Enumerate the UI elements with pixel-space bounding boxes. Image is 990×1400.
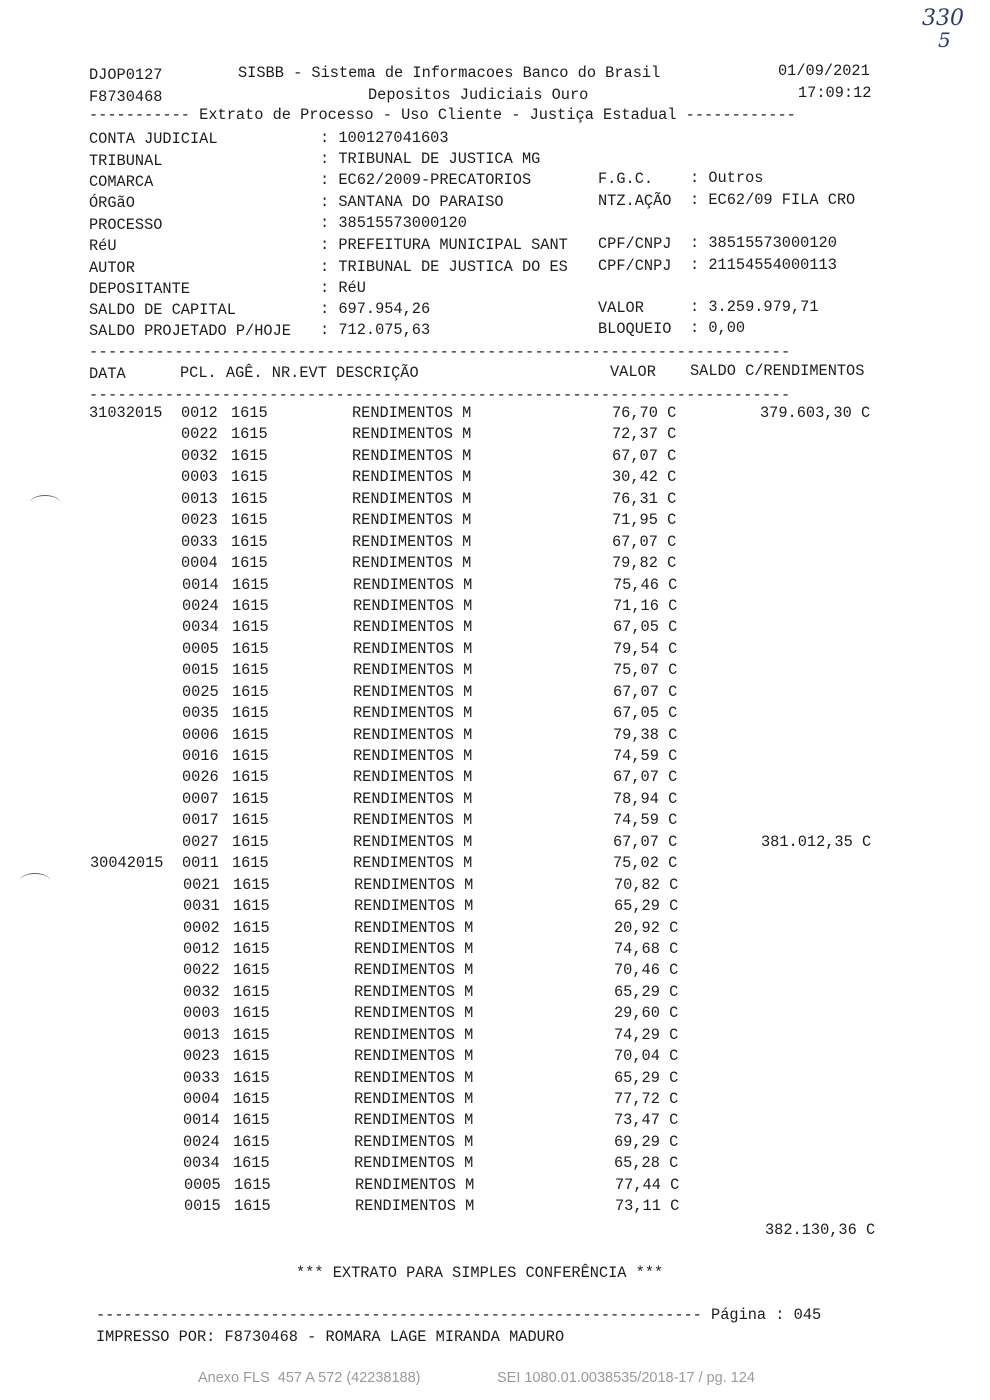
row-pcl: 0032 <box>181 446 218 465</box>
row-agencia: 1615 <box>233 961 270 980</box>
row-pcl: 0035 <box>182 704 219 723</box>
handwritten-page-number: 330 <box>922 6 964 31</box>
row-pcl: 0011 <box>182 854 219 873</box>
row-pcl: 0012 <box>183 939 220 958</box>
row-agencia: 1615 <box>232 575 269 594</box>
system-title: SISBB - Sistema de Informacoes Banco do Brasil <box>238 64 661 82</box>
row-valor: 76,70 C <box>612 404 677 422</box>
row-agencia: 1615 <box>232 725 269 744</box>
row-description: RENDIMENTOS M <box>352 489 472 508</box>
row-description: RENDIMENTOS M <box>354 982 474 1001</box>
row-description: RENDIMENTOS M <box>354 918 474 937</box>
table-row <box>0 918 990 942</box>
table-row <box>0 663 990 684</box>
row-agencia: 1615 <box>232 661 269 680</box>
row-valor: 70,46 C <box>614 961 679 980</box>
row-valor: 79,82 C <box>612 554 677 573</box>
table-row <box>0 1175 990 1199</box>
row-description: RENDIMENTOS M <box>354 1090 474 1108</box>
row-valor: 79,54 C <box>613 639 678 658</box>
row-description: RENDIMENTOS M <box>353 575 473 594</box>
row-agencia: 1615 <box>231 532 268 551</box>
row-valor: 20,92 C <box>614 918 679 937</box>
row-valor: 74,68 C <box>614 939 679 958</box>
row-pcl: 0024 <box>182 596 219 615</box>
table-row <box>0 427 990 448</box>
row-description: RENDIMENTOS M <box>353 832 473 851</box>
row-description: RENDIMENTOS M <box>353 618 473 637</box>
conference-note: *** EXTRATO PARA SIMPLES CONFERÊNCIA *** <box>296 1264 664 1282</box>
table-row <box>0 489 990 513</box>
row-pcl: 0015 <box>184 1197 221 1216</box>
value-valor: : 3.259.979,71 <box>690 298 819 316</box>
row-agencia: 1615 <box>232 811 269 830</box>
row-agencia: 1615 <box>233 982 270 1001</box>
row-pcl: 0022 <box>181 425 218 444</box>
print-date: 01/09/2021 <box>778 62 870 80</box>
row-valor: 70,04 C <box>614 1047 679 1066</box>
row-agencia: 1615 <box>231 446 268 465</box>
value-autor-cpf: : 21154554000113 <box>690 256 837 274</box>
table-row <box>0 789 990 813</box>
row-agencia: 1615 <box>233 897 270 916</box>
print-time: 17:09:12 <box>798 84 872 102</box>
header-saldo: SALDO C/RENDIMENTOS <box>690 362 865 380</box>
subsystem-title: Depositos Judiciais Ouro <box>368 86 589 104</box>
value-conta: : 100127041603 <box>320 129 449 147</box>
value-saldo-capital: : 697.954,26 <box>320 300 431 318</box>
row-agencia: 1615 <box>233 1154 270 1173</box>
table-row <box>0 1113 990 1134</box>
row-valor: 30,42 C <box>612 468 677 487</box>
row-agencia: 1615 <box>233 918 270 937</box>
row-pcl: 0022 <box>183 961 220 980</box>
row-valor: 71,16 C <box>613 596 678 615</box>
row-pcl: 0033 <box>181 532 218 551</box>
row-pcl: 0016 <box>182 747 219 765</box>
row-agencia: 1615 <box>232 832 269 851</box>
row-agencia: 1615 <box>233 1047 270 1066</box>
header-valor: VALOR <box>610 363 656 381</box>
table-row <box>0 856 990 877</box>
row-description: RENDIMENTOS M <box>353 854 473 873</box>
handwritten-mark: 5 <box>938 28 951 52</box>
table-row <box>0 1006 990 1027</box>
label-autor: AUTOR <box>89 259 135 277</box>
row-pcl: 0025 <box>182 682 219 701</box>
label-bloqueio: BLOQUEIO <box>598 320 672 338</box>
row-agencia: 1615 <box>233 1068 270 1087</box>
label-tribunal: TRIBUNAL <box>89 152 163 170</box>
row-description: RENDIMENTOS M <box>353 747 473 765</box>
table-row <box>0 596 990 620</box>
row-pcl: 0031 <box>183 897 220 916</box>
row-pcl: 0005 <box>182 639 219 658</box>
row-agencia: 1615 <box>234 1175 271 1194</box>
row-description: RENDIMENTOS M <box>354 1132 474 1151</box>
row-agencia: 1615 <box>231 554 268 573</box>
row-description: RENDIMENTOS M <box>353 768 473 787</box>
row-valor: 75,46 C <box>613 575 678 594</box>
table-row <box>0 982 990 1006</box>
row-pcl: 0034 <box>183 1154 220 1173</box>
divider-bottom: -------------------------------------------------------------------------- <box>89 386 791 404</box>
table-row <box>0 639 990 663</box>
table-row <box>0 813 990 834</box>
annex-reference: Anexo FLS 457 A 572 (42238188) <box>198 1370 421 1386</box>
row-description: RENDIMENTOS M <box>355 1175 475 1194</box>
row-description: RENDIMENTOS M <box>354 875 474 894</box>
row-pcl: 0004 <box>181 554 218 573</box>
row-saldo: 379.603,30 C <box>760 404 871 422</box>
row-pcl: 0023 <box>183 1047 220 1066</box>
program-code: DJOP0127 <box>89 66 163 84</box>
header-columns: PCL. AGÊ. NR.EVT DESCRIÇÃO <box>180 364 419 382</box>
value-reu: : PREFEITURA MUNICIPAL SANT <box>320 236 568 254</box>
row-agencia: 1615 <box>233 1111 270 1130</box>
row-valor: 67,07 C <box>613 682 678 701</box>
table-row <box>0 470 990 491</box>
row-pcl: 0032 <box>183 982 220 1001</box>
row-valor: 74,59 C <box>613 747 678 765</box>
label-processo: PROCESSO <box>89 216 163 234</box>
row-agencia: 1615 <box>232 854 269 873</box>
table-row <box>0 1199 990 1220</box>
table-row <box>0 899 990 920</box>
table-row <box>0 620 990 641</box>
label-orgao: ÓRGãO <box>89 194 135 212</box>
row-agencia: 1615 <box>232 596 269 615</box>
transactions-table <box>0 406 990 1221</box>
row-description: RENDIMENTOS M <box>353 596 473 615</box>
row-pcl: 0013 <box>183 1025 220 1044</box>
row-agencia: 1615 <box>233 1132 270 1151</box>
row-description: RENDIMENTOS M <box>354 961 474 980</box>
row-description: RENDIMENTOS M <box>352 532 472 551</box>
row-description: RENDIMENTOS M <box>354 1025 474 1044</box>
row-date: 30042015 <box>90 854 164 873</box>
row-pcl: 0004 <box>183 1090 220 1108</box>
table-row <box>0 513 990 534</box>
table-row <box>0 1049 990 1070</box>
table-row <box>0 556 990 577</box>
row-valor: 73,11 C <box>615 1197 680 1216</box>
row-agencia: 1615 <box>231 425 268 444</box>
value-orgao: : SANTANA DO PARAISO <box>320 193 504 211</box>
row-description: RENDIMENTOS M <box>352 404 472 422</box>
row-valor: 67,07 C <box>612 446 677 465</box>
row-valor: 65,28 C <box>614 1154 679 1173</box>
label-fgc: F.G.C. <box>598 170 654 188</box>
label-saldo-projetado: SALDO PROJETADO P/HOJE <box>89 322 291 340</box>
label-autor-cpf: CPF/CNPJ <box>598 257 672 275</box>
row-valor: 65,29 C <box>614 1068 679 1087</box>
row-pcl: 0003 <box>183 1004 220 1023</box>
table-row <box>0 682 990 706</box>
label-depositante: DEPOSITANTE <box>89 280 190 298</box>
label-comarca: COMARCA <box>89 173 154 191</box>
table-row <box>0 770 990 791</box>
value-processo: : 38515573000120 <box>320 214 467 232</box>
row-description: RENDIMENTOS M <box>354 1154 474 1173</box>
row-pcl: 0015 <box>182 661 219 680</box>
row-valor: 67,05 C <box>613 618 678 637</box>
table-row <box>0 532 990 556</box>
table-row <box>0 1068 990 1092</box>
label-ntz-acao: NTZ.AÇÃO <box>598 192 672 210</box>
label-saldo-capital: SALDO DE CAPITAL <box>89 301 236 319</box>
row-valor: 73,47 C <box>614 1111 679 1130</box>
label-valor: VALOR <box>598 299 644 317</box>
row-agencia: 1615 <box>232 747 269 765</box>
value-saldo-projetado: : 712.075,63 <box>320 321 431 339</box>
row-description: RENDIMENTOS M <box>353 704 473 723</box>
row-description: RENDIMENTOS M <box>353 811 473 830</box>
row-description: RENDIMENTOS M <box>354 939 474 958</box>
row-valor: 74,29 C <box>614 1025 679 1044</box>
page-indicator: ------------------------------------------------------------------ Página : 045 <box>96 1306 822 1324</box>
row-agencia: 1615 <box>233 1004 270 1023</box>
row-valor: 74,59 C <box>613 811 678 830</box>
row-valor: 75,02 C <box>613 854 678 873</box>
row-saldo: 381.012,35 C <box>761 832 872 851</box>
row-pcl: 0006 <box>182 725 219 744</box>
row-agencia: 1615 <box>232 768 269 787</box>
row-description: RENDIMENTOS M <box>353 789 473 808</box>
row-description: RENDIMENTOS M <box>352 446 472 465</box>
row-valor: 69,29 C <box>614 1132 679 1151</box>
row-pcl: 0002 <box>183 918 220 937</box>
label-reu-cpf: CPF/CNPJ <box>598 235 672 253</box>
row-valor: 65,29 C <box>614 982 679 1001</box>
value-bloqueio: : 0,00 <box>690 319 746 337</box>
row-description: RENDIMENTOS M <box>353 725 473 744</box>
row-pcl: 0021 <box>183 875 220 894</box>
value-tribunal: : TRIBUNAL DE JUSTICA MG <box>320 150 541 168</box>
row-agencia: 1615 <box>233 1090 270 1108</box>
sei-reference: SEI 1080.01.0038535/2018-17 / pg. 124 <box>497 1370 755 1386</box>
row-valor: 67,05 C <box>613 704 678 723</box>
row-pcl: 0023 <box>181 511 218 530</box>
table-row <box>0 725 990 749</box>
table-row <box>0 939 990 963</box>
row-description: RENDIMENTOS M <box>352 554 472 573</box>
value-depositante: : RéU <box>320 279 366 297</box>
label-reu: RéU <box>89 237 117 255</box>
row-pcl: 0013 <box>181 489 218 508</box>
divider-top: -------------------------------------------------------------------------- <box>89 343 791 361</box>
row-description: RENDIMENTOS M <box>354 1047 474 1066</box>
row-valor: 67,07 C <box>612 532 677 551</box>
section-title: ----------- Extrato de Processo - Uso Cliente - Justiça Estadual ------------ <box>89 106 796 124</box>
row-agencia: 1615 <box>233 875 270 894</box>
row-valor: 77,44 C <box>615 1175 680 1194</box>
row-agencia: 1615 <box>231 468 268 487</box>
row-agencia: 1615 <box>232 682 269 701</box>
row-description: RENDIMENTOS M <box>354 897 474 916</box>
row-agencia: 1615 <box>232 618 269 637</box>
row-valor: 72,37 C <box>612 425 677 444</box>
label-conta: CONTA JUDICIAL <box>89 130 218 148</box>
row-valor: 76,31 C <box>612 489 677 508</box>
table-row <box>0 749 990 770</box>
row-pcl: 0005 <box>184 1175 221 1194</box>
row-pcl: 0003 <box>181 468 218 487</box>
row-pcl: 0014 <box>183 1111 220 1130</box>
row-valor: 29,60 C <box>614 1004 679 1023</box>
row-valor: 75,07 C <box>613 661 678 680</box>
row-description: RENDIMENTOS M <box>353 682 473 701</box>
row-description: RENDIMENTOS M <box>355 1197 475 1216</box>
table-row <box>0 875 990 899</box>
value-autor: : TRIBUNAL DE JUSTICA DO ES <box>320 258 568 276</box>
row-valor: 78,94 C <box>613 789 678 808</box>
table-row <box>0 1025 990 1049</box>
printed-by: IMPRESSO POR: F8730468 - ROMARA LAGE MIRANDA MADURO <box>96 1328 565 1346</box>
row-description: RENDIMENTOS M <box>354 1004 474 1023</box>
row-valor: 77,72 C <box>614 1090 679 1108</box>
row-agencia: 1615 <box>234 1197 271 1216</box>
row-description: RENDIMENTOS M <box>352 425 472 444</box>
header-data: DATA <box>89 365 126 383</box>
table-row <box>0 963 990 984</box>
row-agencia: 1615 <box>231 511 268 530</box>
table-row <box>0 706 990 727</box>
row-agencia: 1615 <box>231 489 268 508</box>
user-code: F8730468 <box>89 88 163 106</box>
row-agencia: 1615 <box>233 1025 270 1044</box>
row-date: 31032015 <box>89 404 163 422</box>
row-pcl: 0024 <box>183 1132 220 1151</box>
value-ntz-acao: : EC62/09 FILA CRO <box>690 191 856 209</box>
row-agencia: 1615 <box>233 939 270 958</box>
row-description: RENDIMENTOS M <box>352 511 472 530</box>
row-agencia: 1615 <box>231 404 268 422</box>
table-row <box>0 575 990 599</box>
row-pcl: 0007 <box>182 789 219 808</box>
value-reu-cpf: : 38515573000120 <box>690 234 837 252</box>
row-description: RENDIMENTOS M <box>353 661 473 680</box>
table-row <box>0 446 990 470</box>
row-pcl: 0012 <box>181 404 218 422</box>
row-agencia: 1615 <box>232 704 269 723</box>
value-comarca: : EC62/2009-PRECATORIOS <box>320 171 532 189</box>
row-pcl: 0034 <box>182 618 219 637</box>
table-row <box>0 832 990 856</box>
row-pcl: 0017 <box>182 811 219 830</box>
row-description: RENDIMENTOS M <box>354 1111 474 1130</box>
table-row <box>0 1092 990 1113</box>
row-pcl: 0033 <box>183 1068 220 1087</box>
row-description: RENDIMENTOS M <box>354 1068 474 1087</box>
row-description: RENDIMENTOS M <box>352 468 472 487</box>
table-row <box>0 1132 990 1156</box>
table-row <box>0 406 990 427</box>
row-pcl: 0026 <box>182 768 219 787</box>
table-row <box>0 1156 990 1177</box>
row-pcl: 0014 <box>182 575 219 594</box>
row-agencia: 1615 <box>232 639 269 658</box>
row-agencia: 1615 <box>232 789 269 808</box>
row-valor: 67,07 C <box>613 768 678 787</box>
row-valor: 79,38 C <box>613 725 678 744</box>
row-description: RENDIMENTOS M <box>353 639 473 658</box>
row-valor: 71,95 C <box>612 511 677 530</box>
value-fgc: : Outros <box>690 169 764 187</box>
row-valor: 65,29 C <box>614 897 679 916</box>
row-valor: 70,82 C <box>614 875 679 894</box>
final-saldo: 382.130,36 C <box>765 1221 876 1239</box>
row-pcl: 0027 <box>182 832 219 851</box>
row-valor: 67,07 C <box>613 832 678 851</box>
